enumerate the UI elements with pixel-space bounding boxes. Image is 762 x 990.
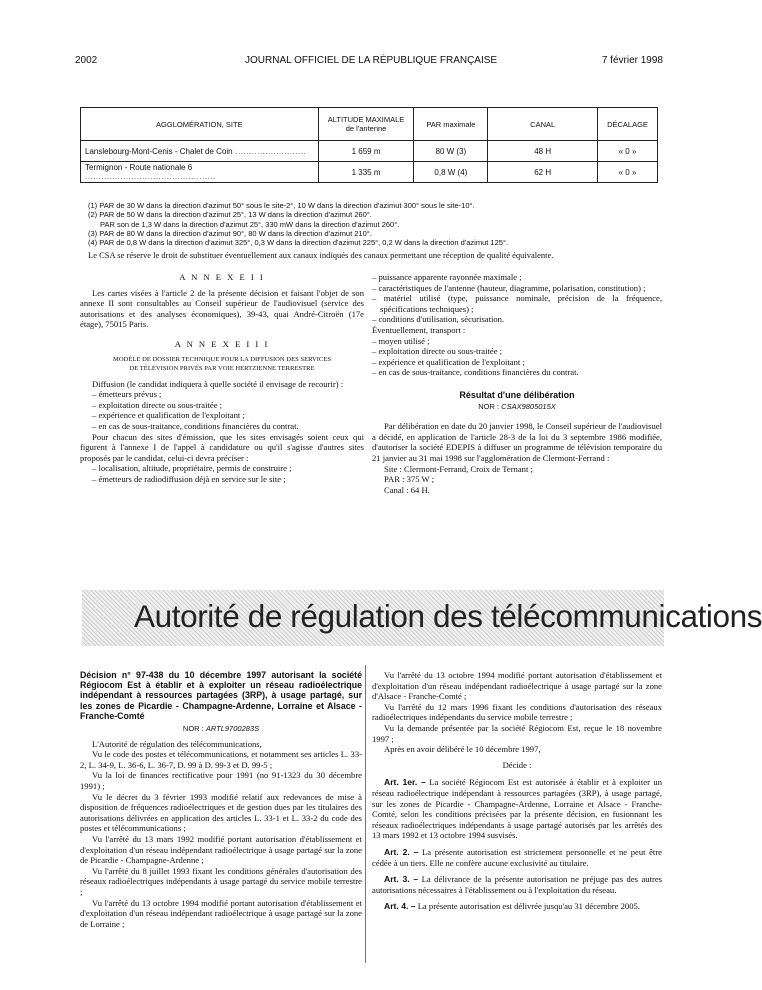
- decision-paragraph: Après en avoir délibéré le 10 décembre 1997,: [384, 744, 541, 755]
- result-text: Par délibération en date du 20 janvier 1998, le Conseil supérieur de l'audiovisuel a décidé, en application de l'article 28-3 de la loi du 3 septembre 1986 modifiée, d'autoriser la société EDEPIS à diffuser un programme de télévision temporaire du 21 janvier au 31 mai 1998 sur l'agglomération de Clermont-Ferrand :: [372, 421, 662, 463]
- cell-site: Lanslebourg-Mont-Cenis - Chalet de Coin ..........................: [81, 141, 319, 162]
- decision-paragraph: Vu l'arrêté du 12 mars 1996 fixant les conditions d'autorisation des réseaux radioélectriques indépendants du service mobile terrestre ;: [372, 701, 662, 723]
- list-item: – caractéristiques de l'antenne (hauteur, diagramme, polarisation, constitution) ;: [372, 282, 646, 293]
- table-footnotes: [88, 201, 668, 247]
- header-site: AGGLOMÉRATION, SITE: [81, 108, 319, 141]
- decision-left-column: [80, 670, 362, 929]
- article: Art. 1er. – La société Régiocom Est est autorisée à établir et à exploiter un réseau radioélectrique indépendant à ressources partagées (3RP), à usage partagé, sur les zones de Picardie - Champagne-Ardenne, Lorraine et Alsace - Franche-Comté, selon les conditions précisées par la présente décision, en fusionnant les réseaux radioélectriques indépendants à usage partagé autorisés par les arrêtés des 13 mars 1992 et 13 octobre 1994 susvisés.: [372, 777, 663, 841]
- cell-channel: 48 H: [488, 141, 598, 162]
- annex3-title: A N N E X E I I I: [174, 338, 270, 349]
- footnote: (4) PAR de 0,8 W dans la direction d'azimut 325°, 0,3 W dans la direction d'azimut 225°, 0,2 W dans la direction d'azimut 125°.: [88, 238, 509, 248]
- banner-title: Autorité de régulation des télécommunications: [134, 598, 762, 634]
- list-item: – expérience et qualification de l'exploitant ;: [92, 410, 245, 421]
- csa-reserve: Le CSA se réserve le droit de substituer éventuellement aux canaux indiqués des canaux permettant une réception de qualité équivalente.: [88, 250, 554, 260]
- decision-paragraph: Vu le décret du 3 février 1993 modifié relatif aux redevances de mise à disposition de fréquences radioélectriques et de gestion dues par les titulaires des autorisations délivrées en application des articles L. 33-1 et L. 33-2 du code des postes et télécommunications ;: [80, 791, 362, 834]
- header-channel: CANAL: [488, 108, 598, 141]
- decision-paragraph: Vu l'arrêté du 13 octobre 1994 modifié portant autorisation d'établissement et d'exploitation d'un réseau indépendant radioélectrique à usage partagé sur la zone de Lorraine ;: [80, 897, 362, 929]
- decision-paragraph: Vu la loi de finances rectificative pour 1991 (no 91-1323 du 30 décembre 1991) ;: [80, 770, 362, 791]
- list-item: – exploitation directe ou sous-traitée ;: [92, 399, 223, 410]
- annex3-subtitle: MODÈLE DE DOSSIER TECHNIQUE POUR LA DIFFUSION DES SERVICES DE TÉLÉVISION PRIVÉS PAR VOIE HERTZIENNE TERRESTRE: [112, 355, 332, 372]
- cell-offset: « 0 »: [598, 141, 658, 162]
- decision-nor: NOR : ARTL9700283S: [182, 724, 260, 734]
- decision-paragraph: Vu l'arrêté du 8 juillet 1993 fixant les conditions générales d'autorisation des réseaux radioélectriques indépendants à usage partagé du service mobile terrestre ;: [80, 865, 362, 897]
- decision-right-column: [372, 670, 662, 912]
- footnote: PAR son de 1,3 W dans la direction d'azimut 25°, 330 mW dans la direction d'azimut 260°.: [100, 219, 400, 229]
- result-nor: NOR : CSAX9805015X: [478, 401, 556, 411]
- list-item: – en cas de sous-traitance, conditions financières du contrat.: [92, 420, 299, 431]
- list-item: – moyen utilisé ;: [372, 335, 430, 346]
- decision-paragraph: Vu l'arrêté du 13 mars 1992 modifié portant autorisation d'établissement et d'exploitation d'un réseau indépendant radioélectrique à usage partagé sur la zone de Picardie - Champagne-Ardenne ;: [80, 833, 362, 866]
- right-column-annexes: [372, 272, 662, 495]
- table-header-row: [81, 108, 658, 141]
- result-site: Site : Clermont-Ferrand, Croix de Ternant ;: [384, 463, 533, 474]
- list-item: – conditions d'utilisation, sécurisation.: [372, 314, 505, 325]
- decision-title: Décision n° 97-438 du 10 décembre 1997 autorisant la société Régiocom Est à établir et à exploiter un réseau radioélectrique indépendant à ressources partagées (3RP), à usage partagé, sur les zones de Picardie - Champagne-Ardenne, Lorraine et Alsace - Franche-Comté: [80, 670, 362, 721]
- annex2-text: Les cartes visées à l'article 2 de la présente décision et faisant l'objet de son annexe II sont consultables au Conseil supérieur de l'audiovisuel (service des autorisations et des analyses économiques), 39-43, quai André-Citroën (17e étage), 75015 Paris.: [80, 287, 364, 330]
- annex2-title: A N N E X E I I: [179, 272, 265, 282]
- page-number: 2002: [75, 55, 98, 66]
- footnote: (3) PAR de 80 W dans la direction d'azimut 90°, 80 W dans la direction d'azimut 210°.: [88, 228, 372, 238]
- cell-altitude: 1 335 m: [318, 162, 414, 183]
- cell-par: 0,8 W (4): [414, 162, 488, 183]
- article: Art. 3. – La délivrance de la présente autorisation ne préjuge pas des autres autorisations nécessaires à l'établissement ou à l'exploitation du réseau.: [372, 874, 662, 895]
- cell-channel: 62 H: [488, 162, 598, 183]
- frequency-table: [80, 107, 658, 183]
- footnote: (1) PAR de 30 W dans la direction d'azimut 50° sous le site-2°, 10 W dans la direction d'azimut 300° sous le site-10°.: [88, 201, 475, 210]
- list-item: – localisation, altitude, propriétaire, permis de construire ;: [92, 463, 292, 474]
- annex3-paragraph: Pour chacun des sites d'émission, que les sites envisagés soient ceux qui figurent à l'annexe I de l'appel à candidature ou qu'il s'agisse d'autres sites proposés par le candidat, celui-ci devra préciser :: [80, 431, 364, 463]
- cell-offset: « 0 »: [598, 162, 658, 183]
- header-par: PAR maximale: [414, 108, 488, 141]
- article: Art. 4. – La présente autorisation est délivrée jusqu'au 31 décembre 2005.: [384, 901, 640, 912]
- list-item: – émetteurs de radiodiffusion déjà en service sur le site ;: [92, 473, 286, 484]
- issue-date: 7 février 1998: [601, 55, 663, 66]
- cell-site: Termignon - Route nationale 6 ................................................: [81, 162, 319, 183]
- list-item: – exploitation directe ou sous-traitée ;: [372, 346, 503, 357]
- list-item: – puissance apparente rayonnée maximale ;: [372, 272, 522, 282]
- result-title: Résultat d'une délibération: [459, 389, 575, 400]
- header-offset: DÉCALAGE: [598, 108, 658, 141]
- section-banner: [82, 590, 762, 646]
- annex3-intro: Diffusion (le candidat indiquera à quelle société il envisage de recourir) :: [92, 378, 344, 389]
- result-par: PAR : 375 W ;: [384, 474, 434, 485]
- decision-paragraph: Vu l'arrêté du 13 octobre 1994 modifié portant autorisation d'établissement et d'exploitation d'un réseau indépendant radioélectrique à usage partagé sur la zone d'Alsace - Franche-Comté ;: [372, 670, 662, 702]
- decision-paragraph: Vu le code des postes et télécommunications, et notamment ses articles L. 33-2, L. 34-9, L. 36-6, L. 36-7, D. 99 à D. 99-3 et D. 99-5 ;: [80, 749, 362, 770]
- decision-paragraph: Vu la demande présentée par la société Régiocom Est, reçue le 18 novembre 1997 ;: [372, 722, 662, 744]
- footnote: (2) PAR de 50 W dans la direction d'azimut 25°, 13 W dans la direction d'azimut 260°.: [88, 210, 372, 220]
- list-item: – expérience et qualification de l'exploitant ;: [372, 356, 525, 367]
- decision-paragraph: L'Autorité de régulation des télécommunications,: [92, 738, 262, 749]
- list-item: – émetteurs prévus ;: [92, 389, 162, 400]
- article: Art. 2. – La présente autorisation est strictement personnelle et ne peut être cédée à un tiers. Elle ne confère aucune exclusivité au titulaire.: [372, 846, 662, 868]
- cell-par: 80 W (3): [414, 141, 488, 162]
- column-divider: [365, 665, 366, 963]
- eventually-label: Éventuellement, transport :: [372, 324, 466, 335]
- table-row: [81, 162, 658, 183]
- page-header: [75, 55, 675, 69]
- decide-label: Décide :: [502, 759, 532, 770]
- list-item: – en cas de sous-traitance, conditions financières du contrat.: [372, 367, 579, 378]
- cell-altitude: 1 659 m: [318, 141, 414, 162]
- journal-title: JOURNAL OFFICIEL DE LA RÉPUBLIQUE FRANÇAISE: [245, 55, 498, 66]
- header-altitude: ALTITUDE MAXIMALE de l'antenne: [318, 108, 414, 141]
- left-column-annexes: [80, 272, 364, 485]
- list-item: – matériel utilisé (type, puissance nominale, précision de la fréquence, spécifications techniques) ;: [372, 293, 662, 314]
- table-row: [81, 141, 658, 162]
- result-channel: Canal : 64 H.: [384, 484, 430, 495]
